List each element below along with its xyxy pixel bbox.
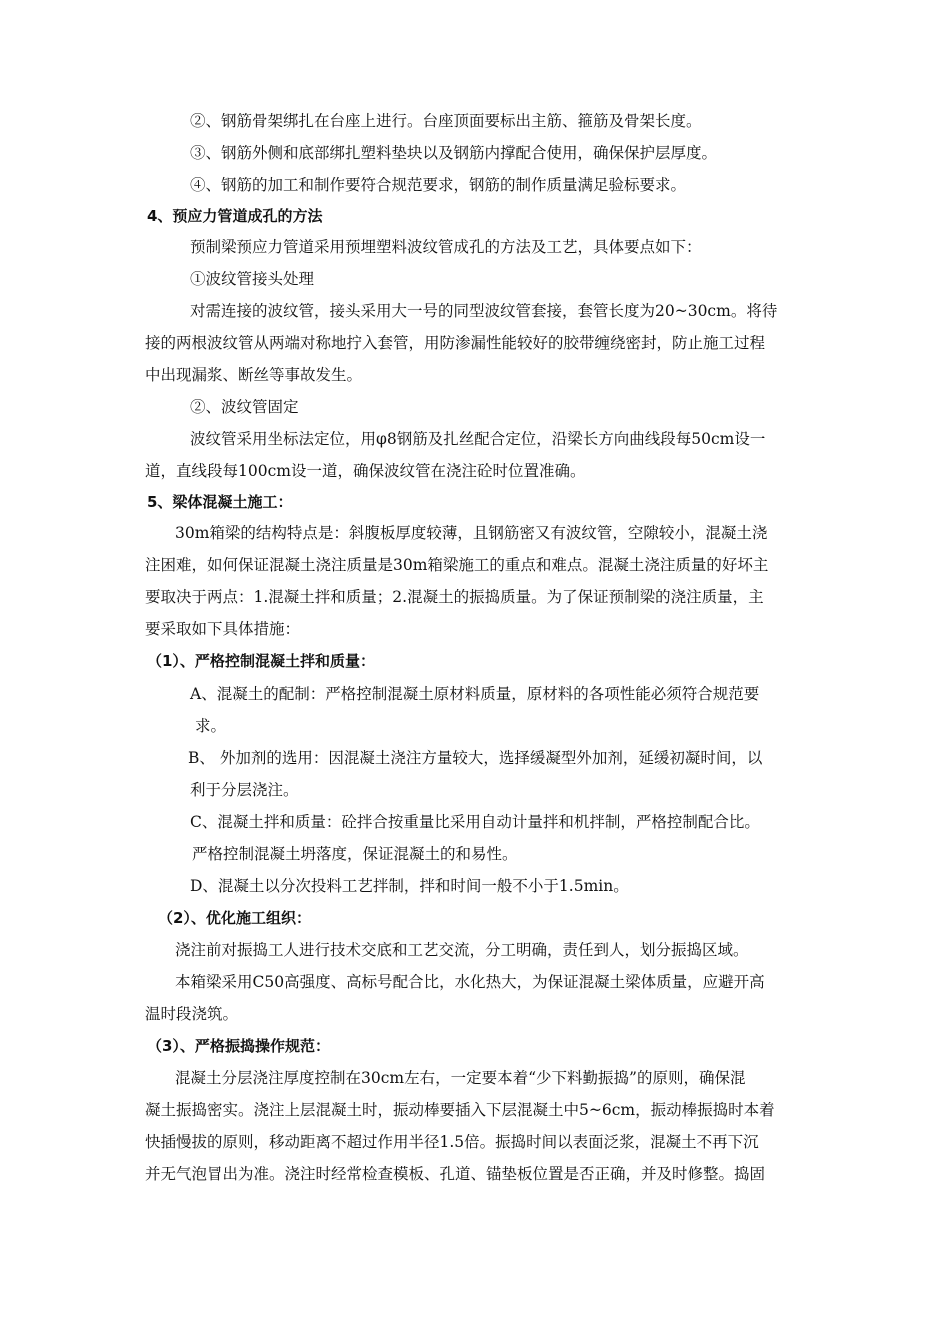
text-line: C、混凝土拌和质量：砼拌合按重量比采用自动计量拌和机拌制，严格控制配合比。	[190, 813, 760, 831]
text-line: 温时段浇筑。	[145, 1005, 239, 1023]
text-line: ③、钢筋外侧和底部绑扎塑料垫块以及钢筋内撑配合使用，确保保护层厚度。	[190, 144, 718, 162]
text-line: B、 外加剂的选用：因混凝土浇注方量较大，选择缓凝型外加剂，延缓初凝时间，以	[188, 749, 763, 767]
text-line: 道，直线段每100cm设一道，确保波纹管在浇注砼时位置准确。	[145, 462, 586, 480]
text-line: A、混凝土的配制：严格控制混凝土原材料质量，原材料的各项性能必须符合规范要	[190, 685, 760, 703]
text-line: 严格控制混凝土坍落度，保证混凝土的和易性。	[192, 845, 518, 863]
subsection-heading: （1）、严格控制混凝土拌和质量：	[147, 652, 375, 670]
text-line: 中出现漏浆、断丝等事故发生。	[145, 366, 363, 384]
text-line: 利于分层浇注。	[190, 781, 299, 799]
text-line: 波纹管采用坐标法定位，用φ8钢筋及扎丝配合定位，沿梁长方向曲线段每50cm设一	[190, 430, 766, 448]
subsection-heading: （3）、严格振捣操作规范：	[147, 1037, 330, 1055]
text-line: 并无气泡冒出为准。浇注时经常检查模板、孔道、锚垫板位置是否正确，并及时修整。捣固	[145, 1165, 766, 1183]
text-line: ②、波纹管固定	[190, 398, 299, 416]
text-line: 求。	[195, 717, 227, 735]
subsection-heading: （2）、优化施工组织：	[158, 909, 311, 927]
text-line: ①波纹管接头处理	[190, 270, 315, 288]
section-heading: 4、预应力管道成孔的方法	[147, 207, 323, 225]
text-line: 30m箱梁的结构特点是：斜腹板厚度较薄，且钢筋密又有波纹管，空隙较小，混凝土浇	[175, 524, 768, 542]
text-line: 预制梁预应力管道采用预埋塑料波纹管成孔的方法及工艺，具体要点如下：	[190, 238, 702, 256]
text-line: 凝土振捣密实。浇注上层混凝土时，振动棒要插入下层混凝土中5~6cm，振动棒振捣时本着	[145, 1101, 775, 1119]
text-line: 要取决于两点：1.混凝土拌和质量；2.混凝土的振捣质量。为了保证预制梁的浇注质量，主	[145, 588, 764, 606]
text-line: 要采取如下具体措施：	[145, 620, 301, 638]
text-line: ④、钢筋的加工和制作要符合规范要求，钢筋的制作质量满足验标要求。	[190, 176, 687, 194]
text-line: 接的两根波纹管从两端对称地拧入套管，用防渗漏性能较好的胶带缠绕密封，防止施工过程	[145, 334, 766, 352]
text-line: D、混凝土以分次投料工艺拌制，拌和时间一般不小于1.5min。	[190, 877, 629, 895]
text-line: 对需连接的波纹管，接头采用大一号的同型波纹管套接，套管长度为20~30cm。将待	[190, 302, 778, 320]
text-line: 本箱梁采用C50高强度、高标号配合比，水化热大，为保证混凝土梁体质量，应避开高	[175, 973, 765, 991]
text-line: 混凝土分层浇注厚度控制在30cm左右，一定要本着“少下料勤振捣”的原则，确保混	[175, 1069, 746, 1087]
section-heading: 5、梁体混凝土施工：	[147, 493, 293, 511]
text-line: 浇注前对振捣工人进行技术交底和工艺交流，分工明确，责任到人，划分振捣区域。	[175, 941, 749, 959]
text-line: 注困难，如何保证混凝土浇注质量是30m箱梁施工的重点和难点。混凝土浇注质量的好坏主	[145, 556, 769, 574]
text-line: 快插慢拔的原则，移动距离不超过作用半径1.5倍。振捣时间以表面泛浆，混凝土不再下沉	[145, 1133, 759, 1151]
text-line: ②、钢筋骨架绑扎在台座上进行。台座顶面要标出主筋、箍筋及骨架长度。	[190, 112, 702, 130]
